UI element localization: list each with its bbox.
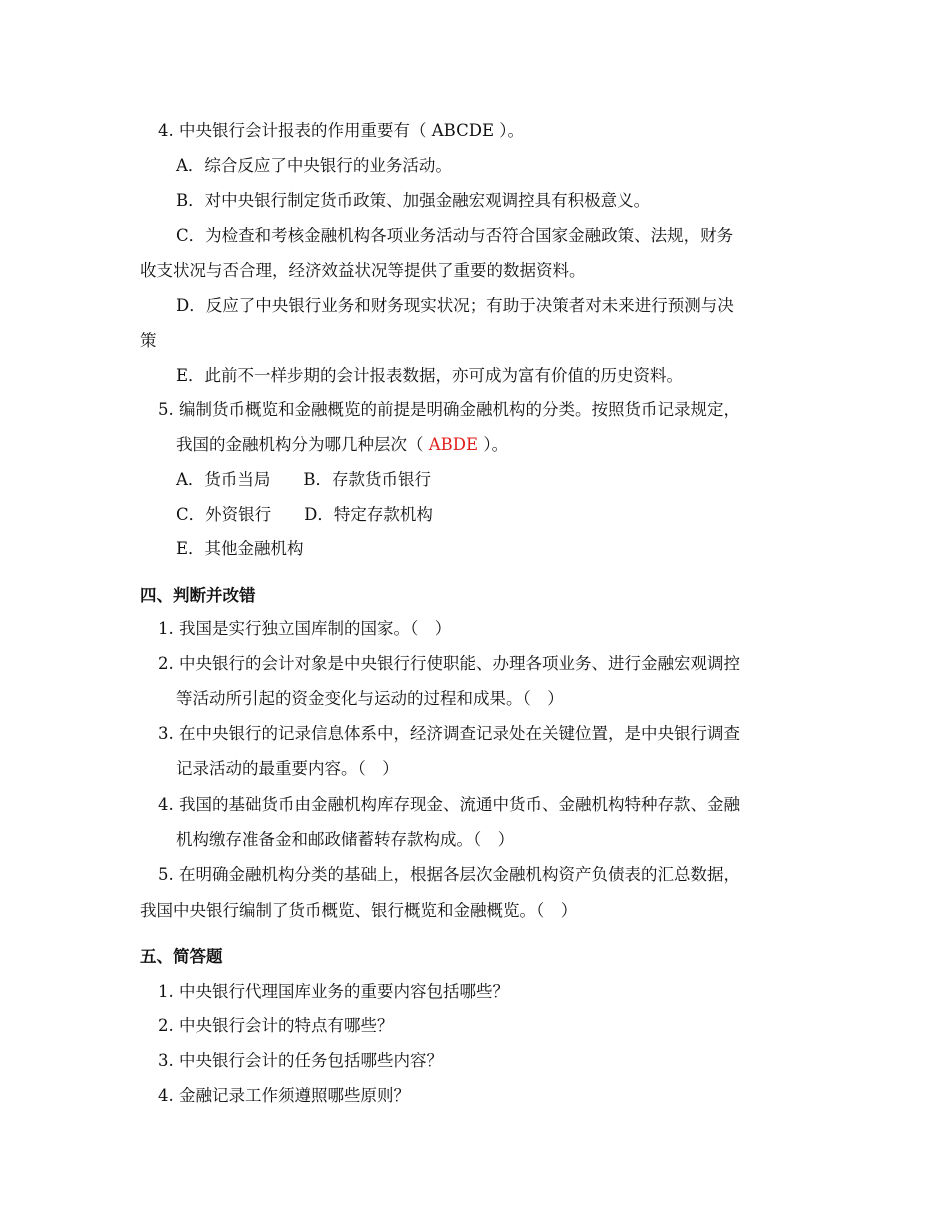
answer-key: ABDE: [423, 435, 484, 454]
options-a-b: A．货币当局 B．存款货币银行: [176, 470, 432, 489]
section-heading: 五、简答题: [140, 947, 223, 966]
option-b: B．对中央银行制定货币政策、加强金融宏观调控具有积极意义。: [176, 191, 651, 210]
option-c-continued: 收支状况与否合理，经济效益状况等提供了重要的数据资料。: [140, 261, 586, 280]
judgement-item-continued: 记录活动的最重要内容。（ ）: [176, 759, 399, 778]
judgement-item: 4. 我国的基础货币由金融机构库存现金、流通中货币、金融机构特种存款、金融: [158, 795, 740, 814]
question-stem-text: ）。: [499, 121, 524, 140]
judgement-item-continued: 机构缴存准备金和邮政储蓄转存款构成。（ ）: [176, 830, 515, 849]
option-a: A．综合反应了中央银行的业务活动。: [176, 156, 452, 175]
option-d-continued: 策: [140, 331, 157, 350]
question-stem-continued: [176, 434, 508, 456]
short-answer-item: 1. 中央银行代理国库业务的重要内容包括哪些？: [158, 982, 509, 1001]
option-e: E．其他金融机构: [176, 539, 304, 558]
question-stem-text: ）。: [483, 435, 509, 454]
option-d: D．反应了中央银行业务和财务现实状况；有助于决策者对未来进行预测与决: [176, 296, 734, 315]
judgement-item: 3. 在中央银行的记录信息体系中，经济调查记录处在关键位置，是中央银行调查: [158, 724, 740, 743]
question-stem-text: 4. 中央银行会计报表的作用重要有（: [158, 121, 427, 140]
judgement-item-continued: 我国中央银行编制了货币概览、银行概览和金融概览。（ ）: [140, 901, 578, 920]
short-answer-item: 2. 中央银行会计的特点有哪些？: [158, 1016, 394, 1035]
judgement-item-continued: 等活动所引起的资金变化与运动的过程和成果。（ ）: [176, 689, 564, 708]
option-e: E．此前不一样步期的会计报表数据，亦可成为富有价值的历史资料。: [176, 366, 684, 385]
answer-key: ABCDE: [426, 121, 500, 140]
options-c-d: C．外资银行 D．特定存款机构: [176, 505, 433, 524]
short-answer-item: 4. 金融记录工作须遵照哪些原则？: [158, 1086, 410, 1105]
judgement-item: 5. 在明确金融机构分类的基础上，根据各层次金融机构资产负债表的汇总数据，: [158, 865, 740, 884]
question-stem: [158, 120, 524, 142]
judgement-item: 2. 中央银行的会计对象是中央银行行使职能、办理各项业务、进行金融宏观调控: [158, 654, 740, 673]
question-stem: 5. 编制货币概览和金融概览的前提是明确金融机构的分类。按照货币记录规定，: [158, 400, 740, 419]
judgement-item: 1. 我国是实行独立国库制的国家。（ ）: [158, 619, 452, 638]
option-c: C．为检查和考核金融机构各项业务活动与否符合国家金融政策、法规，财务: [176, 226, 734, 245]
section-heading: 四、判断并改错: [140, 586, 256, 605]
question-stem-text: 我国的金融机构分为哪几种层次（: [176, 435, 424, 454]
short-answer-item: 3. 中央银行会计的任务包括哪些内容？: [158, 1051, 443, 1070]
